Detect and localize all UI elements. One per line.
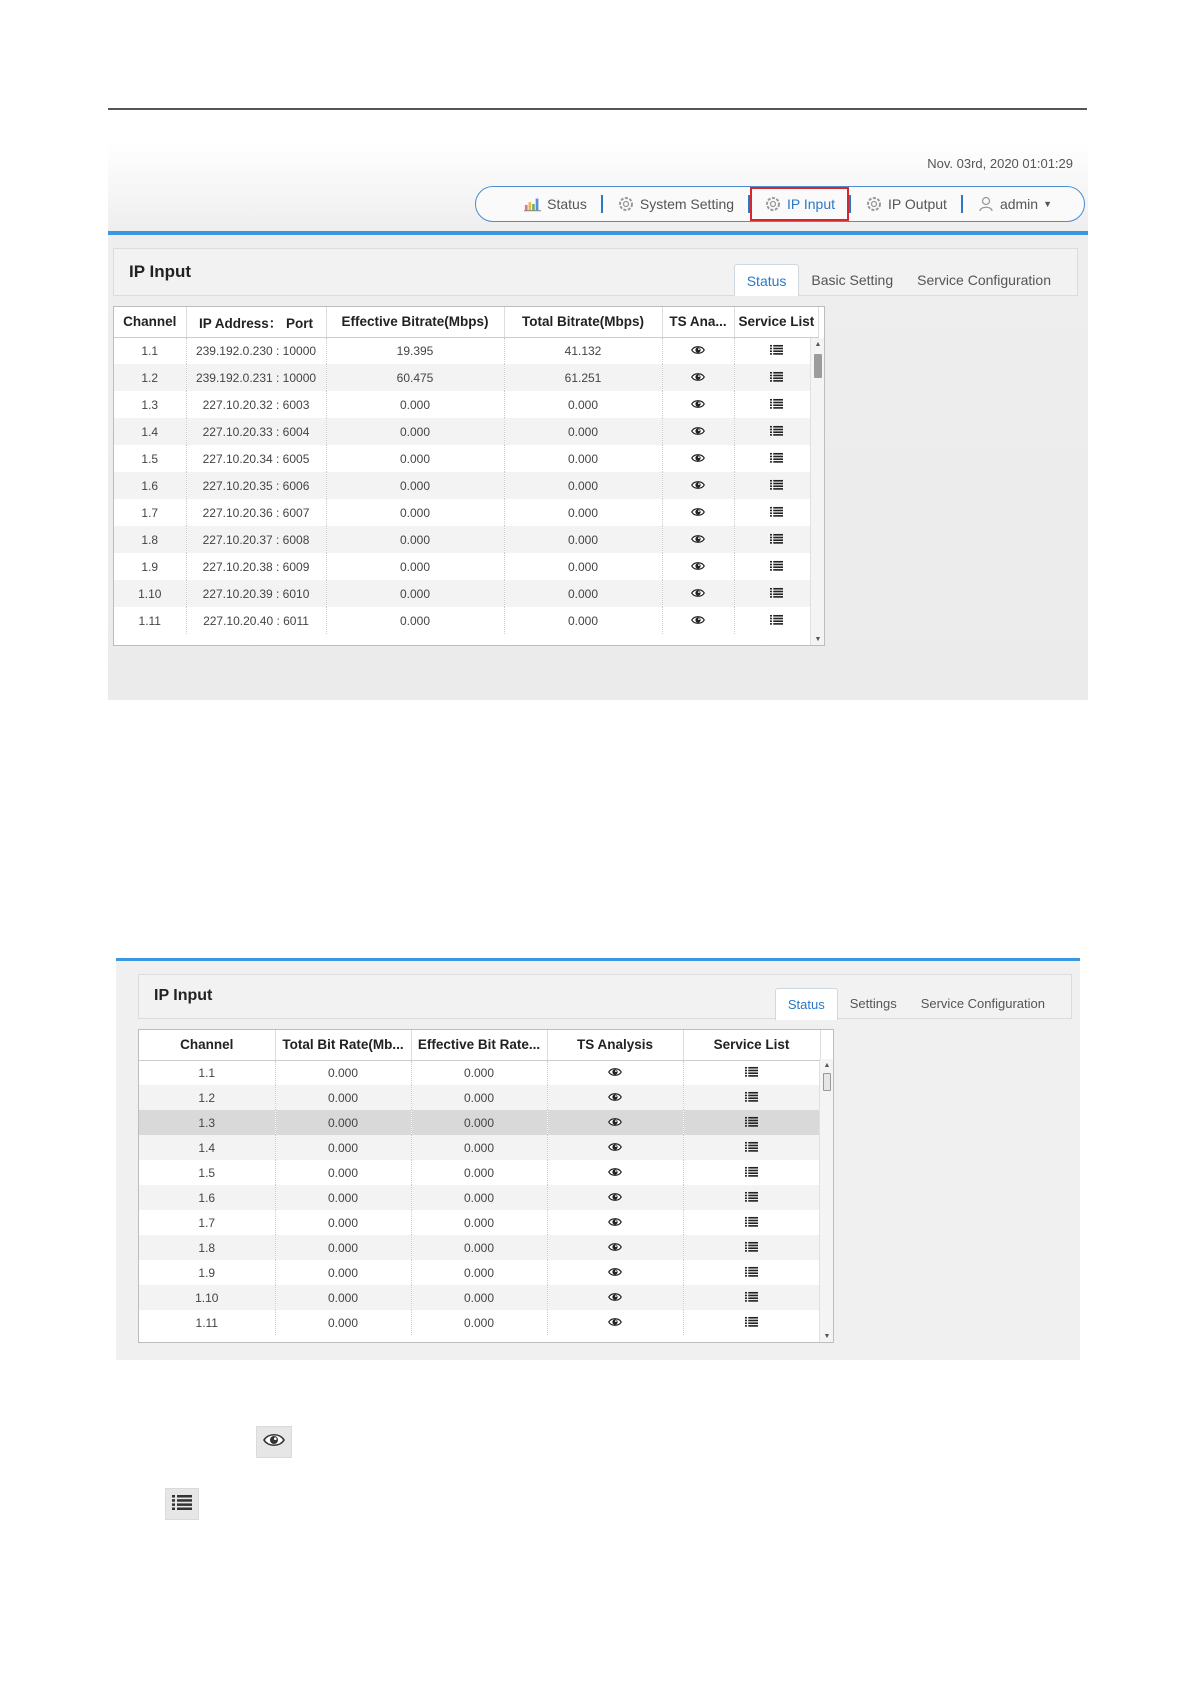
column-header-ts-analysis[interactable]: TS Ana... <box>662 307 734 337</box>
list-icon[interactable] <box>745 1166 758 1180</box>
cell-channel: 1.5 <box>139 1160 275 1185</box>
ts-analysis-cell <box>662 472 734 499</box>
ts-analysis-cell <box>662 607 734 634</box>
eye-icon[interactable] <box>691 506 705 520</box>
table-row[interactable] <box>114 607 819 634</box>
service-list-cell <box>734 364 819 391</box>
list-icon[interactable] <box>770 398 783 412</box>
cell-effective-bitrate: 60.475 <box>326 364 504 391</box>
service-list-cell <box>683 1160 820 1185</box>
service-list-cell <box>683 1260 820 1285</box>
column-header-ip-address-port[interactable]: IP Address： Port <box>186 307 326 337</box>
table-scrollbar[interactable] <box>819 1059 833 1343</box>
cell-total-bitrate: 0.000 <box>504 472 662 499</box>
column-header-effective-bitrate[interactable]: Effective Bitrate(Mbps) <box>326 307 504 337</box>
cell-channel: 1.1 <box>114 337 186 364</box>
eye-icon[interactable] <box>691 533 705 547</box>
cell-effective-bit-rate: 0.000 <box>411 1285 547 1310</box>
ts-analysis-cell <box>547 1210 683 1235</box>
panel-tabs <box>775 988 1057 1020</box>
nav-system-setting[interactable] <box>603 193 748 215</box>
list-icon <box>172 1494 192 1515</box>
service-list-cell <box>683 1085 820 1110</box>
eye-icon <box>263 1432 285 1453</box>
ts-analysis-cell <box>547 1085 683 1110</box>
eye-icon[interactable] <box>691 479 705 493</box>
cell-total-bitrate: 0.000 <box>504 580 662 607</box>
table-row[interactable] <box>114 445 819 472</box>
list-icon[interactable] <box>770 425 783 439</box>
service-list-cell <box>734 499 819 526</box>
cell-total-bitrate: 0.000 <box>504 499 662 526</box>
ts-analysis-cell <box>547 1260 683 1285</box>
table-row[interactable] <box>139 1185 820 1210</box>
cell-channel: 1.2 <box>114 364 186 391</box>
cell-effective-bitrate: 0.000 <box>326 553 504 580</box>
ts-analysis-cell <box>662 499 734 526</box>
eye-icon[interactable] <box>608 1266 622 1280</box>
list-icon[interactable] <box>745 1316 758 1330</box>
list-icon[interactable] <box>745 1266 758 1280</box>
cell-effective-bitrate: 0.000 <box>326 526 504 553</box>
list-icon[interactable] <box>745 1066 758 1080</box>
cell-effective-bit-rate: 0.000 <box>411 1135 547 1160</box>
ts-analysis-cell <box>662 391 734 418</box>
column-header-total-bitrate[interactable]: Total Bitrate(Mbps) <box>504 307 662 337</box>
cell-channel: 1.11 <box>114 607 186 634</box>
legend-list-icon-box <box>165 1488 199 1520</box>
service-list-cell <box>683 1060 820 1085</box>
list-icon[interactable] <box>745 1141 758 1155</box>
cell-channel: 1.2 <box>139 1085 275 1110</box>
cell-effective-bit-rate: 0.000 <box>411 1160 547 1185</box>
table-row[interactable] <box>114 580 819 607</box>
service-list-cell <box>734 553 819 580</box>
ip-input-panel <box>138 974 1072 1019</box>
eye-icon[interactable] <box>608 1166 622 1180</box>
nav-system-setting-label: System Setting <box>639 196 735 212</box>
gear-icon <box>865 195 883 213</box>
cell-channel: 1.6 <box>114 472 186 499</box>
cell-total-bit-rate: 0.000 <box>275 1060 411 1085</box>
cell-channel: 1.3 <box>114 391 186 418</box>
cell-total-bitrate: 41.132 <box>504 337 662 364</box>
eye-icon[interactable] <box>691 398 705 412</box>
tab-service-configuration[interactable]: Service Configuration <box>920 996 1045 1011</box>
cell-channel: 1.8 <box>114 526 186 553</box>
cell-channel: 1.11 <box>139 1310 275 1335</box>
legend-eye-icon-box <box>256 1426 292 1458</box>
scroll-thumb[interactable] <box>814 354 822 378</box>
cell-effective-bitrate: 0.000 <box>326 607 504 634</box>
cell-total-bit-rate: 0.000 <box>275 1160 411 1185</box>
panel-title: IP Input <box>154 987 213 1004</box>
cell-effective-bitrate: 0.000 <box>326 499 504 526</box>
cell-channel: 1.10 <box>114 580 186 607</box>
eye-icon[interactable] <box>608 1091 622 1105</box>
eye-icon[interactable] <box>608 1291 622 1305</box>
nav-ip-output-label: IP Output <box>888 196 947 212</box>
table-header-row <box>114 307 819 337</box>
column-header-service-list[interactable]: Service List <box>683 1030 820 1060</box>
cell-channel: 1.5 <box>114 445 186 472</box>
column-header-channel[interactable]: Channel <box>114 307 186 337</box>
cell-ip-address-port: 227.10.20.32 : 6003 <box>186 391 326 418</box>
nav-ip-output[interactable] <box>851 193 961 215</box>
table-row[interactable] <box>114 553 819 580</box>
cell-effective-bit-rate: 0.000 <box>411 1060 547 1085</box>
cell-total-bit-rate: 0.000 <box>275 1310 411 1335</box>
page-header-rule <box>108 108 1087 110</box>
cell-ip-address-port: 227.10.20.36 : 6007 <box>186 499 326 526</box>
service-list-cell <box>734 472 819 499</box>
ts-analysis-cell <box>547 1110 683 1135</box>
eye-icon[interactable] <box>608 1141 622 1155</box>
ip-input-panel <box>113 248 1078 296</box>
service-list-cell <box>734 337 819 364</box>
cell-total-bitrate: 0.000 <box>504 391 662 418</box>
ts-analysis-cell <box>662 526 734 553</box>
service-list-cell <box>734 445 819 472</box>
service-list-cell <box>734 607 819 634</box>
table-row[interactable] <box>114 364 819 391</box>
eye-icon[interactable] <box>691 560 705 574</box>
cell-channel: 1.7 <box>139 1210 275 1235</box>
cell-effective-bit-rate: 0.000 <box>411 1310 547 1335</box>
list-icon[interactable] <box>745 1241 758 1255</box>
list-icon[interactable] <box>770 614 783 628</box>
scroll-thumb[interactable] <box>823 1073 831 1091</box>
service-list-cell <box>734 580 819 607</box>
cell-effective-bit-rate: 0.000 <box>411 1185 547 1210</box>
list-icon[interactable] <box>745 1216 758 1230</box>
cell-ip-address-port: 227.10.20.39 : 6010 <box>186 580 326 607</box>
ts-analysis-cell <box>662 445 734 472</box>
cell-effective-bit-rate: 0.000 <box>411 1210 547 1235</box>
scroll-up-arrow[interactable]: ▲ <box>814 341 822 348</box>
gear-icon <box>764 195 782 213</box>
bar-chart-icon <box>524 195 542 213</box>
tab-settings[interactable]: Settings <box>849 996 897 1011</box>
scroll-up-arrow[interactable]: ▲ <box>823 1062 831 1069</box>
table-row[interactable] <box>114 337 819 364</box>
cell-channel: 1.3 <box>139 1110 275 1135</box>
screenshot-ip-input-navigation <box>108 142 1088 700</box>
eye-icon[interactable] <box>691 614 705 628</box>
table-row[interactable] <box>139 1060 820 1085</box>
cell-effective-bit-rate: 0.000 <box>411 1260 547 1285</box>
list-icon[interactable] <box>770 344 783 358</box>
cell-ip-address-port: 227.10.20.34 : 6005 <box>186 445 326 472</box>
cell-total-bitrate: 0.000 <box>504 445 662 472</box>
cell-total-bit-rate: 0.000 <box>275 1285 411 1310</box>
cell-total-bit-rate: 0.000 <box>275 1185 411 1210</box>
panel-title: IP Input <box>129 262 192 281</box>
cell-channel: 1.9 <box>114 553 186 580</box>
cell-ip-address-port: 227.10.20.35 : 6006 <box>186 472 326 499</box>
ts-analysis-cell <box>662 364 734 391</box>
table-row[interactable] <box>139 1210 820 1235</box>
eye-icon[interactable] <box>691 587 705 601</box>
service-list-cell <box>683 1135 820 1160</box>
eye-icon[interactable] <box>691 425 705 439</box>
table-row[interactable] <box>139 1110 820 1135</box>
caret-down-icon: ▼ <box>1043 199 1052 209</box>
header-accent-bar <box>108 231 1088 235</box>
cell-total-bitrate: 0.000 <box>504 418 662 445</box>
cell-total-bitrate: 61.251 <box>504 364 662 391</box>
table-row[interactable] <box>114 526 819 553</box>
tab-basic-setting[interactable]: Basic Setting <box>811 272 894 288</box>
ts-analysis-cell <box>662 580 734 607</box>
cell-channel: 1.4 <box>114 418 186 445</box>
ts-analysis-cell <box>662 337 734 364</box>
ts-analysis-cell <box>547 1185 683 1210</box>
table-row[interactable] <box>114 418 819 445</box>
cell-ip-address-port: 239.192.0.231 : 10000 <box>186 364 326 391</box>
cell-effective-bit-rate: 0.000 <box>411 1235 547 1260</box>
table-row[interactable] <box>139 1260 820 1285</box>
user-icon <box>977 195 995 213</box>
channel-grid <box>138 1029 834 1343</box>
service-list-cell <box>683 1110 820 1135</box>
service-list-cell <box>683 1210 820 1235</box>
list-icon[interactable] <box>770 533 783 547</box>
cell-total-bit-rate: 0.000 <box>275 1110 411 1135</box>
tab-service-configuration[interactable]: Service Configuration <box>917 272 1051 288</box>
cell-total-bit-rate: 0.000 <box>275 1085 411 1110</box>
tab-status[interactable]: Status <box>775 988 838 1020</box>
scroll-down-arrow[interactable]: ▼ <box>823 1333 831 1340</box>
cell-ip-address-port: 227.10.20.38 : 6009 <box>186 553 326 580</box>
column-header-ts-analysis[interactable]: TS Analysis <box>547 1030 683 1060</box>
table-row[interactable] <box>139 1235 820 1260</box>
cell-channel: 1.8 <box>139 1235 275 1260</box>
cell-effective-bitrate: 0.000 <box>326 391 504 418</box>
ts-analysis-cell <box>662 553 734 580</box>
table-header-row <box>139 1030 820 1060</box>
column-header-channel[interactable]: Channel <box>139 1030 275 1060</box>
cell-ip-address-port: 227.10.20.37 : 6008 <box>186 526 326 553</box>
cell-channel: 1.1 <box>139 1060 275 1085</box>
table-row[interactable] <box>139 1310 820 1335</box>
cell-effective-bit-rate: 0.000 <box>411 1110 547 1135</box>
list-icon[interactable] <box>770 479 783 493</box>
cell-ip-address-port: 239.192.0.230 : 10000 <box>186 337 326 364</box>
list-icon[interactable] <box>770 371 783 385</box>
ts-analysis-cell <box>547 1285 683 1310</box>
service-list-cell <box>683 1285 820 1310</box>
ts-analysis-cell <box>547 1135 683 1160</box>
cell-total-bit-rate: 0.000 <box>275 1210 411 1235</box>
service-list-cell <box>734 391 819 418</box>
header-accent-bar <box>116 958 1080 961</box>
channel-grid <box>113 306 825 646</box>
eye-icon[interactable] <box>691 344 705 358</box>
cell-total-bitrate: 0.000 <box>504 553 662 580</box>
service-list-cell <box>683 1185 820 1210</box>
nav-ip-input[interactable] <box>750 187 849 221</box>
ts-analysis-cell <box>547 1060 683 1085</box>
eye-icon[interactable] <box>608 1066 622 1080</box>
cell-effective-bitrate: 0.000 <box>326 418 504 445</box>
cell-effective-bitrate: 0.000 <box>326 445 504 472</box>
channel-table <box>139 1030 821 1335</box>
nav-ip-input-label: IP Input <box>787 196 836 212</box>
list-icon[interactable] <box>770 452 783 466</box>
cell-ip-address-port: 227.10.20.40 : 6011 <box>186 607 326 634</box>
ts-analysis-cell <box>547 1235 683 1260</box>
ts-analysis-cell <box>662 418 734 445</box>
table-row[interactable] <box>114 391 819 418</box>
cell-channel: 1.7 <box>114 499 186 526</box>
column-header-total-bit-rate[interactable]: Total Bit Rate(Mb... <box>275 1030 411 1060</box>
cell-total-bitrate: 0.000 <box>504 526 662 553</box>
nav-admin-label: admin <box>999 196 1039 212</box>
cell-effective-bitrate: 19.395 <box>326 337 504 364</box>
cell-total-bitrate: 0.000 <box>504 607 662 634</box>
table-row[interactable] <box>139 1285 820 1310</box>
eye-icon[interactable] <box>608 1241 622 1255</box>
eye-icon[interactable] <box>608 1216 622 1230</box>
panel-tabs <box>734 264 1063 296</box>
column-header-service-list[interactable]: Service List <box>734 307 819 337</box>
cell-channel: 1.6 <box>139 1185 275 1210</box>
cell-total-bit-rate: 0.000 <box>275 1260 411 1285</box>
table-row[interactable] <box>139 1160 820 1185</box>
eye-icon[interactable] <box>691 452 705 466</box>
eye-icon[interactable] <box>608 1191 622 1205</box>
cell-effective-bitrate: 0.000 <box>326 472 504 499</box>
cell-effective-bitrate: 0.000 <box>326 580 504 607</box>
column-header-effective-bit-rate[interactable]: Effective Bit Rate... <box>411 1030 547 1060</box>
table-row[interactable] <box>114 472 819 499</box>
list-icon[interactable] <box>745 1191 758 1205</box>
nav-admin-menu[interactable] <box>963 193 1066 215</box>
table-scrollbar[interactable] <box>810 338 824 646</box>
ts-analysis-cell <box>547 1310 683 1335</box>
service-list-cell <box>734 526 819 553</box>
gear-icon <box>617 195 635 213</box>
datetime-display: Nov. 03rd, 2020 01:01:29 <box>927 156 1073 171</box>
table-row[interactable] <box>139 1085 820 1110</box>
cell-channel: 1.9 <box>139 1260 275 1285</box>
cell-channel: 1.10 <box>139 1285 275 1310</box>
cell-ip-address-port: 227.10.20.33 : 6004 <box>186 418 326 445</box>
eye-icon[interactable] <box>608 1116 622 1130</box>
screenshot-ip-input-status <box>116 958 1080 1360</box>
service-list-cell <box>683 1235 820 1260</box>
table-row[interactable] <box>139 1135 820 1160</box>
cell-total-bit-rate: 0.000 <box>275 1135 411 1160</box>
eye-icon[interactable] <box>608 1316 622 1330</box>
list-icon[interactable] <box>770 560 783 574</box>
list-icon[interactable] <box>745 1091 758 1105</box>
list-icon[interactable] <box>745 1116 758 1130</box>
list-icon[interactable] <box>745 1291 758 1305</box>
nav-status-label: Status <box>547 196 587 212</box>
scroll-down-arrow[interactable]: ▼ <box>814 636 822 643</box>
cell-effective-bit-rate: 0.000 <box>411 1085 547 1110</box>
list-icon[interactable] <box>770 506 783 520</box>
service-list-cell <box>683 1310 820 1335</box>
ts-analysis-cell <box>547 1160 683 1185</box>
list-icon[interactable] <box>770 587 783 601</box>
eye-icon[interactable] <box>691 371 705 385</box>
tab-status[interactable]: Status <box>734 264 800 296</box>
main-nav <box>475 186 1085 222</box>
service-list-cell <box>734 418 819 445</box>
channel-table <box>114 307 819 634</box>
table-row[interactable] <box>114 499 819 526</box>
nav-status[interactable] <box>510 193 601 215</box>
cell-channel: 1.4 <box>139 1135 275 1160</box>
cell-total-bit-rate: 0.000 <box>275 1235 411 1260</box>
